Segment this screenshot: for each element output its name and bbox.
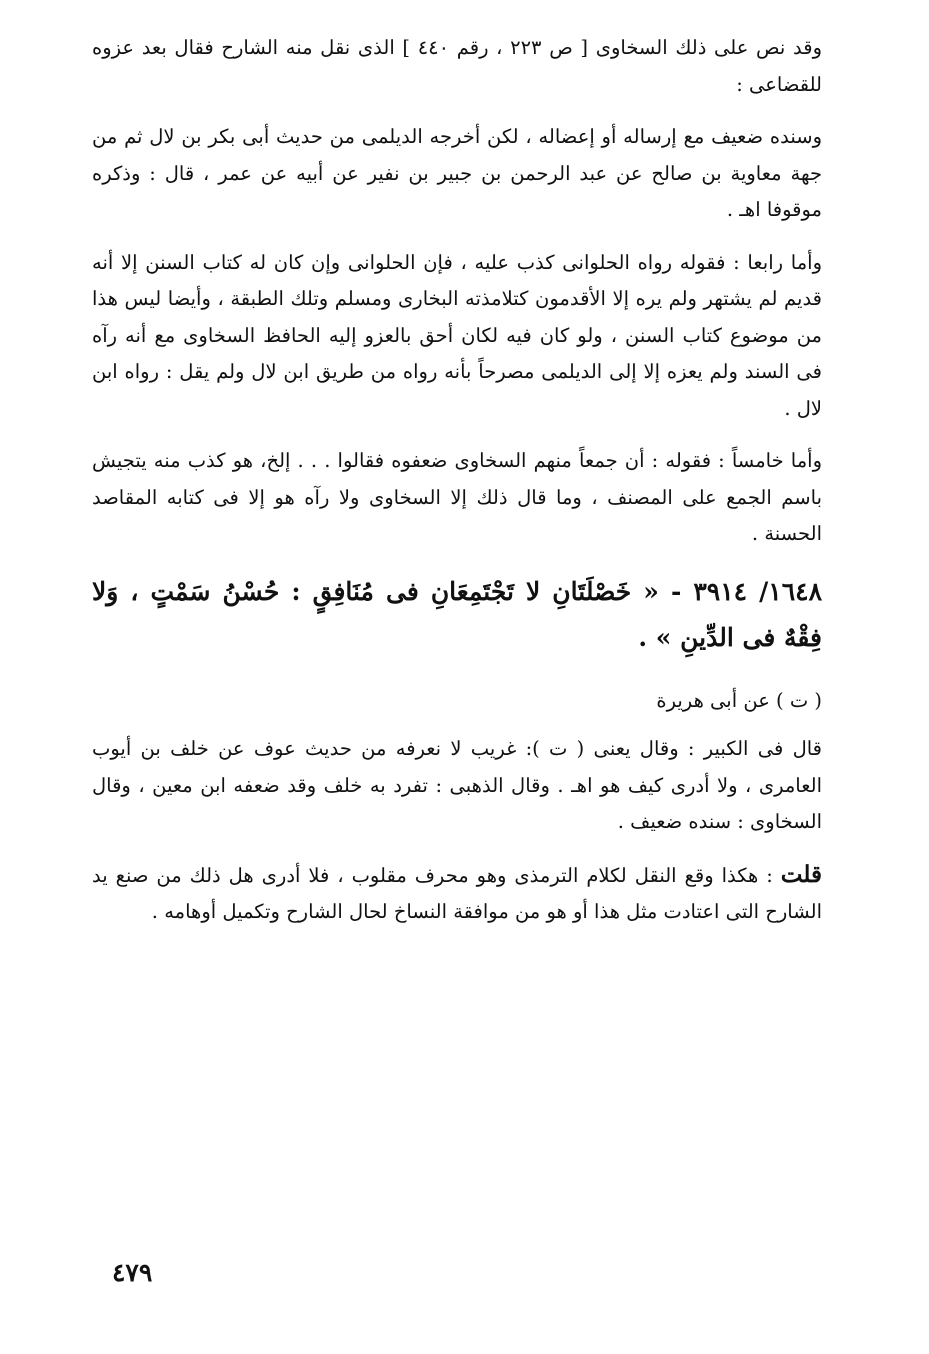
paragraph-quote-intro: وقد نص على ذلك السخاوى [ ص ٢٢٣ ، رقم ٤٤٠ ] الذى نقل منه الشارح فقال بعد عزوه للقضاعى :	[92, 36, 822, 96]
qult-text: : هكذا وقع النقل لكلام الترمذى وهو محرف مقلوب ، فلا أدرى هل ذلك من صنع يد الشارح التى اعتادت مثل هذا أو هو من موافقة النساخ لحال الشارح وتكميل أوهامه .	[92, 863, 822, 923]
qult-label: قلت	[780, 860, 822, 888]
paragraph-fourth-point: وأما رابعا : فقوله رواه الحلوانى كذب عليه ، فإن الحلوانى وإن كان له كتاب السنن إلا أنه قديم لم يشتهر ولم يره إلا الأقدمون كتلامذته البخارى ومسلم وتلك الطبقة ، وأيضا ليس هذا من موضوع كتاب السنن ، ولو كان فيه لكان أحق بالعزو إليه الحافظ السخاوى مع أنه رآه فى السند ولم يعزه إلا إلى الديلمى مصرحاً بأنه رواه من طريق ابن لال ولم يقل : رواه ابن لال .	[92, 250, 822, 420]
hadith-text: ١٦٤٨/ ٣٩١٤ - « خَصْلَتَانِ لا تَجْتَمِعَانِ فى مُنَافِقٍ : حُسْنُ سَمْتٍ ، وَلا فِقْهٌ فى الدِّينِ » .	[92, 576, 822, 652]
page-number: ٤٧٩	[112, 1258, 153, 1287]
hadith-source: ( ت ) عن أبى هريرة	[656, 688, 822, 712]
paragraph-sakhawi-quote: وسنده ضعيف مع إرساله أو إعضاله ، لكن أخرجه الديلمى من حديث أبى بكر بن لال ثم من جهة معاوية بن صالح عن عبد الرحمن بن جبير بن نفير عن أبيه عن عمر ، قال : وذكره موقوفا اهـ .	[92, 125, 822, 221]
paragraph-qult	[92, 857, 822, 931]
paragraph-commentary: قال فى الكبير : وقال يعنى ( ت ): غريب لا نعرفه من حديث عوف عن خلف بن أيوب العامرى ، ولا أدرى كيف هو اهـ . وقال الذهبى : تفرد به خلف وقد ضعفه ابن معين ، وقال السخاوى : سنده ضعيف .	[92, 737, 822, 833]
page-body	[92, 30, 822, 947]
paragraph-fifth-point: وأما خامساً : فقوله : أن جمعاً منهم السخاوى ضعفوه فقالوا . . . إلخ، هو كذب منه يتجيش باسم الجمع على المصنف ، وما قال ذلك إلا السخاوى ولا رآه هو إلا فى كتابه المقاصد الحسنة .	[92, 449, 822, 545]
